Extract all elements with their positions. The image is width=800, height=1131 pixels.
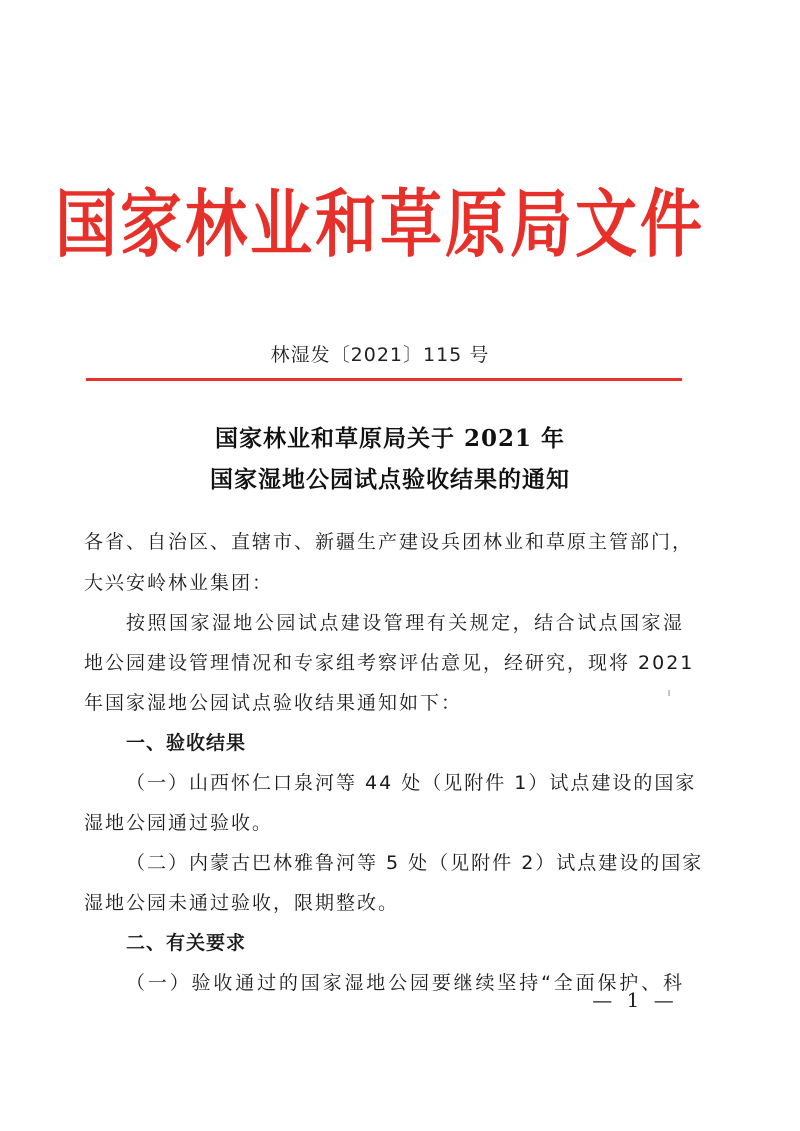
page-number: — 1 —: [592, 988, 678, 1012]
section-heading: 二、有关要求: [126, 932, 247, 954]
issuer-red-header: 国家林业和草原局文件: [54, 180, 705, 268]
red-separator-line: [86, 378, 682, 381]
paragraph-line: （一）验收通过的国家湿地公园要继续坚持“全面保护、科: [126, 972, 684, 994]
addressee-line: 大兴安岭林业集团：: [84, 572, 274, 594]
addressee-line: 各省、自治区、直辖市、新疆生产建设兵团林业和草原主管部门，: [84, 531, 694, 553]
paragraph-line: 湿地公园通过验收。: [84, 812, 274, 834]
paragraph-line: 地公园建设管理情况和专家组考察评估意见，经研究，现将 2021: [84, 652, 695, 674]
paragraph-line: 按照国家湿地公园试点建设管理有关规定，结合试点国家湿: [126, 612, 684, 634]
paragraph-line: （一）山西怀仁口泉河等 44 处（见附件 1）试点建设的国家: [126, 772, 697, 794]
document-title-line-2: 国家湿地公园试点验收结果的通知: [210, 466, 570, 493]
document-title-line-1: 国家林业和草原局关于 2021 年: [214, 425, 566, 452]
paragraph-line: 年国家湿地公园试点验收结果通知如下：: [84, 692, 463, 714]
section-heading: 一、验收结果: [126, 732, 247, 754]
scan-speck: [668, 690, 670, 696]
paragraph-line: （二）内蒙古巴林雅鲁河等 5 处（见附件 2）试点建设的国家: [126, 852, 704, 874]
document-number: 林湿发〔2021〕115 号: [270, 344, 490, 366]
paragraph-line: 湿地公园未通过验收，限期整改。: [84, 892, 400, 914]
